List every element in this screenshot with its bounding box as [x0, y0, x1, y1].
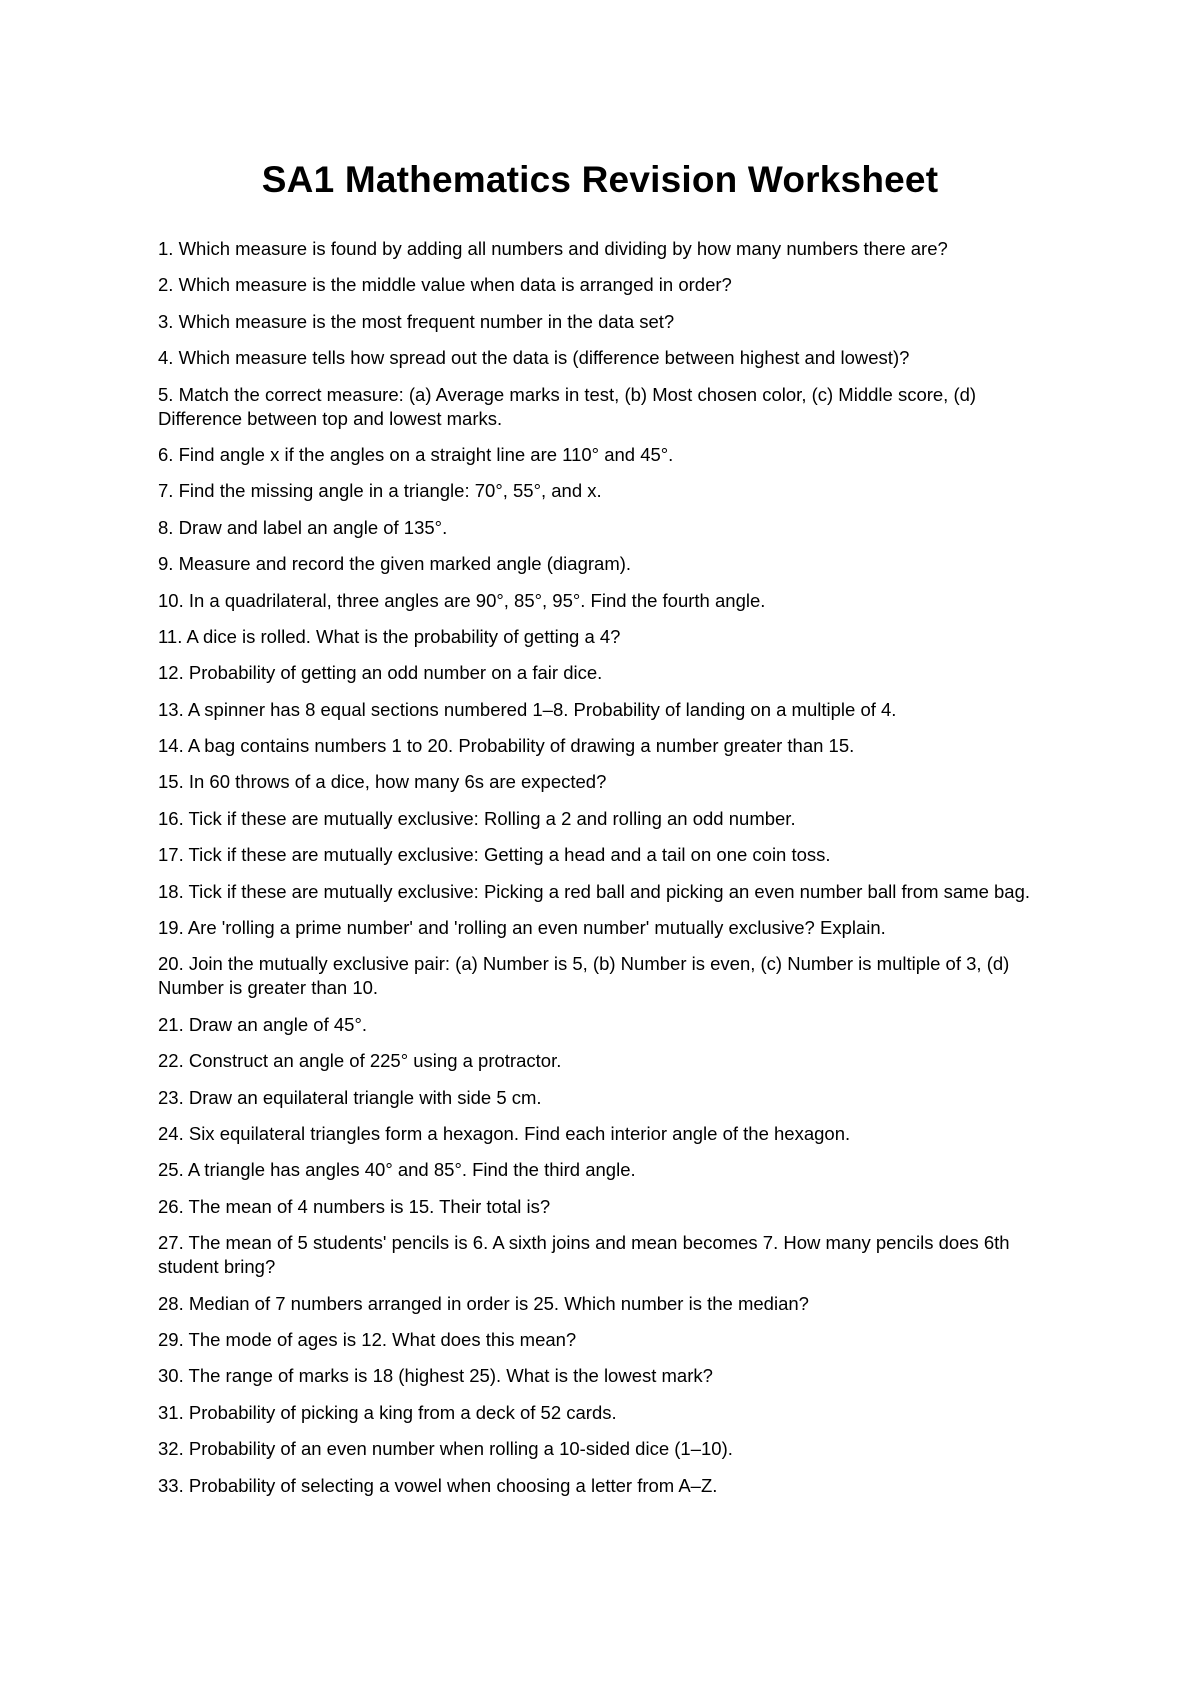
question-list	[158, 237, 1058, 1510]
question-number: 32.	[158, 1438, 184, 1460]
question-item	[158, 1401, 1058, 1425]
question-item	[158, 698, 1058, 722]
question-item	[158, 916, 1058, 940]
question-number: 23.	[158, 1086, 184, 1108]
question-text: Find angle x if the angles on a straight line are 110° and 45°.	[178, 443, 674, 465]
question-text: The mode of ages is 12. What does this mean?	[188, 1328, 577, 1350]
question-text: The mean of 4 numbers is 15. Their total is?	[188, 1195, 551, 1217]
question-item	[158, 479, 1058, 503]
question-text: Six equilateral triangles form a hexagon. Find each interior angle of the hexagon.	[188, 1122, 851, 1144]
question-number: 27.	[158, 1232, 184, 1254]
question-number: 21.	[158, 1013, 184, 1035]
question-number: 7.	[158, 480, 174, 502]
question-number: 19.	[158, 917, 184, 939]
question-text: The range of marks is 18 (highest 25). What is the lowest mark?	[188, 1365, 713, 1387]
question-item	[158, 661, 1058, 685]
question-item	[158, 346, 1058, 370]
question-item	[158, 552, 1058, 576]
question-text: A bag contains numbers 1 to 20. Probability of drawing a number greater than 15.	[187, 735, 855, 757]
question-item	[158, 273, 1058, 297]
question-number: 15.	[158, 771, 184, 793]
question-text: Tick if these are mutually exclusive: Rolling a 2 and rolling an odd number.	[188, 807, 796, 829]
question-item	[158, 770, 1058, 794]
question-number: 11.	[158, 625, 183, 647]
question-item	[158, 443, 1058, 467]
question-text: Which measure is found by adding all numbers and dividing by how many numbers there are?	[178, 238, 948, 259]
question-number: 25.	[158, 1159, 184, 1181]
page-title: SA1 Mathematics Revision Worksheet	[261, 159, 939, 200]
question-number: 6.	[158, 443, 174, 465]
question-text: Tick if these are mutually exclusive: Picking a red ball and picking an even number ball from same bag.	[188, 880, 1031, 902]
question-item	[158, 1437, 1058, 1461]
question-item	[158, 516, 1058, 540]
question-text: Draw an angle of 45°.	[188, 1013, 367, 1035]
question-item	[158, 1328, 1058, 1352]
question-number: 9.	[158, 553, 174, 575]
question-number: 28.	[158, 1292, 184, 1314]
question-number: 4.	[158, 347, 174, 369]
question-number: 5.	[158, 383, 174, 405]
question-text: In a quadrilateral, three angles are 90°, 85°, 95°. Find the fourth angle.	[188, 589, 766, 611]
question-text: Draw and label an angle of 135°.	[178, 516, 448, 538]
question-text: Join the mutually exclusive pair: (a) Number is 5, (b) Number is even, (c) Number is multiple of 3, (d) Number is greater than 10.	[158, 953, 1010, 999]
question-number: 18.	[158, 880, 184, 902]
question-item	[158, 1231, 1058, 1279]
question-item	[158, 1086, 1058, 1110]
question-number: 20.	[158, 953, 184, 975]
question-item	[158, 1158, 1058, 1182]
question-text: Measure and record the given marked angle (diagram).	[178, 553, 632, 575]
question-number: 12.	[158, 662, 184, 684]
question-text: Match the correct measure: (a) Average marks in test, (b) Most chosen color, (c) Middle score, (d) Difference between top and lowest marks.	[158, 383, 977, 429]
question-text: Draw an equilateral triangle with side 5 cm.	[188, 1086, 542, 1108]
question-number: 8.	[158, 516, 174, 538]
question-item	[158, 237, 1058, 261]
question-item	[158, 383, 1058, 431]
question-item	[158, 1195, 1058, 1219]
question-text: Probability of getting an odd number on a fair dice.	[188, 662, 603, 684]
question-number: 1.	[158, 238, 174, 259]
question-item	[158, 1292, 1058, 1316]
question-text: Construct an angle of 225° using a protractor.	[188, 1050, 562, 1072]
question-item	[158, 1049, 1058, 1073]
question-number: 13.	[158, 698, 184, 720]
question-item	[158, 843, 1058, 867]
question-item	[158, 952, 1058, 1000]
question-number: 30.	[158, 1365, 184, 1387]
question-number: 14.	[158, 735, 184, 757]
question-number: 24.	[158, 1122, 184, 1144]
question-number: 33.	[158, 1474, 184, 1496]
question-item	[158, 807, 1058, 831]
question-text: Probability of an even number when rolling a 10-sided dice (1–10).	[188, 1438, 733, 1460]
question-text: The mean of 5 students' pencils is 6. A sixth joins and mean becomes 7. How many pencils does 6th student bring?	[158, 1232, 1010, 1278]
question-text: Which measure is the middle value when data is arranged in order?	[178, 274, 732, 296]
question-item	[158, 589, 1058, 613]
question-text: Find the missing angle in a triangle: 70°, 55°, and x.	[178, 480, 602, 502]
question-number: 2.	[158, 274, 174, 296]
question-text: Which measure is the most frequent number in the data set?	[178, 310, 675, 332]
question-number: 10.	[158, 589, 184, 611]
question-text: Tick if these are mutually exclusive: Getting a head and a tail on one coin toss.	[188, 844, 831, 866]
question-text: Are 'rolling a prime number' and 'rolling an even number' mutually exclusive? Explain.	[187, 917, 886, 939]
question-text: A dice is rolled. What is the probability of getting a 4?	[186, 625, 621, 647]
question-text: Which measure tells how spread out the data is (difference between highest and lowest)?	[178, 347, 910, 369]
question-text: In 60 throws of a dice, how many 6s are expected?	[188, 771, 607, 793]
question-number: 22.	[158, 1050, 184, 1072]
question-text: Probability of picking a king from a deck of 52 cards.	[188, 1401, 617, 1423]
question-number: 29.	[158, 1328, 184, 1350]
question-item	[158, 1364, 1058, 1388]
question-number: 26.	[158, 1195, 184, 1217]
question-number: 16.	[158, 807, 184, 829]
question-text: Probability of selecting a vowel when choosing a letter from A–Z.	[188, 1474, 718, 1496]
question-item	[158, 734, 1058, 758]
question-item	[158, 625, 1058, 649]
question-item	[158, 1122, 1058, 1146]
question-item	[158, 1013, 1058, 1037]
question-number: 17.	[158, 844, 184, 866]
question-number: 3.	[158, 310, 174, 332]
question-item	[158, 310, 1058, 334]
question-text: A spinner has 8 equal sections numbered 1–8. Probability of landing on a multiple of 4.	[187, 698, 897, 720]
question-number: 31.	[158, 1401, 184, 1423]
question-item	[158, 1474, 1058, 1498]
question-text: Median of 7 numbers arranged in order is 25. Which number is the median?	[188, 1292, 809, 1314]
question-text: A triangle has angles 40° and 85°. Find the third angle.	[187, 1159, 636, 1181]
question-item	[158, 880, 1058, 904]
